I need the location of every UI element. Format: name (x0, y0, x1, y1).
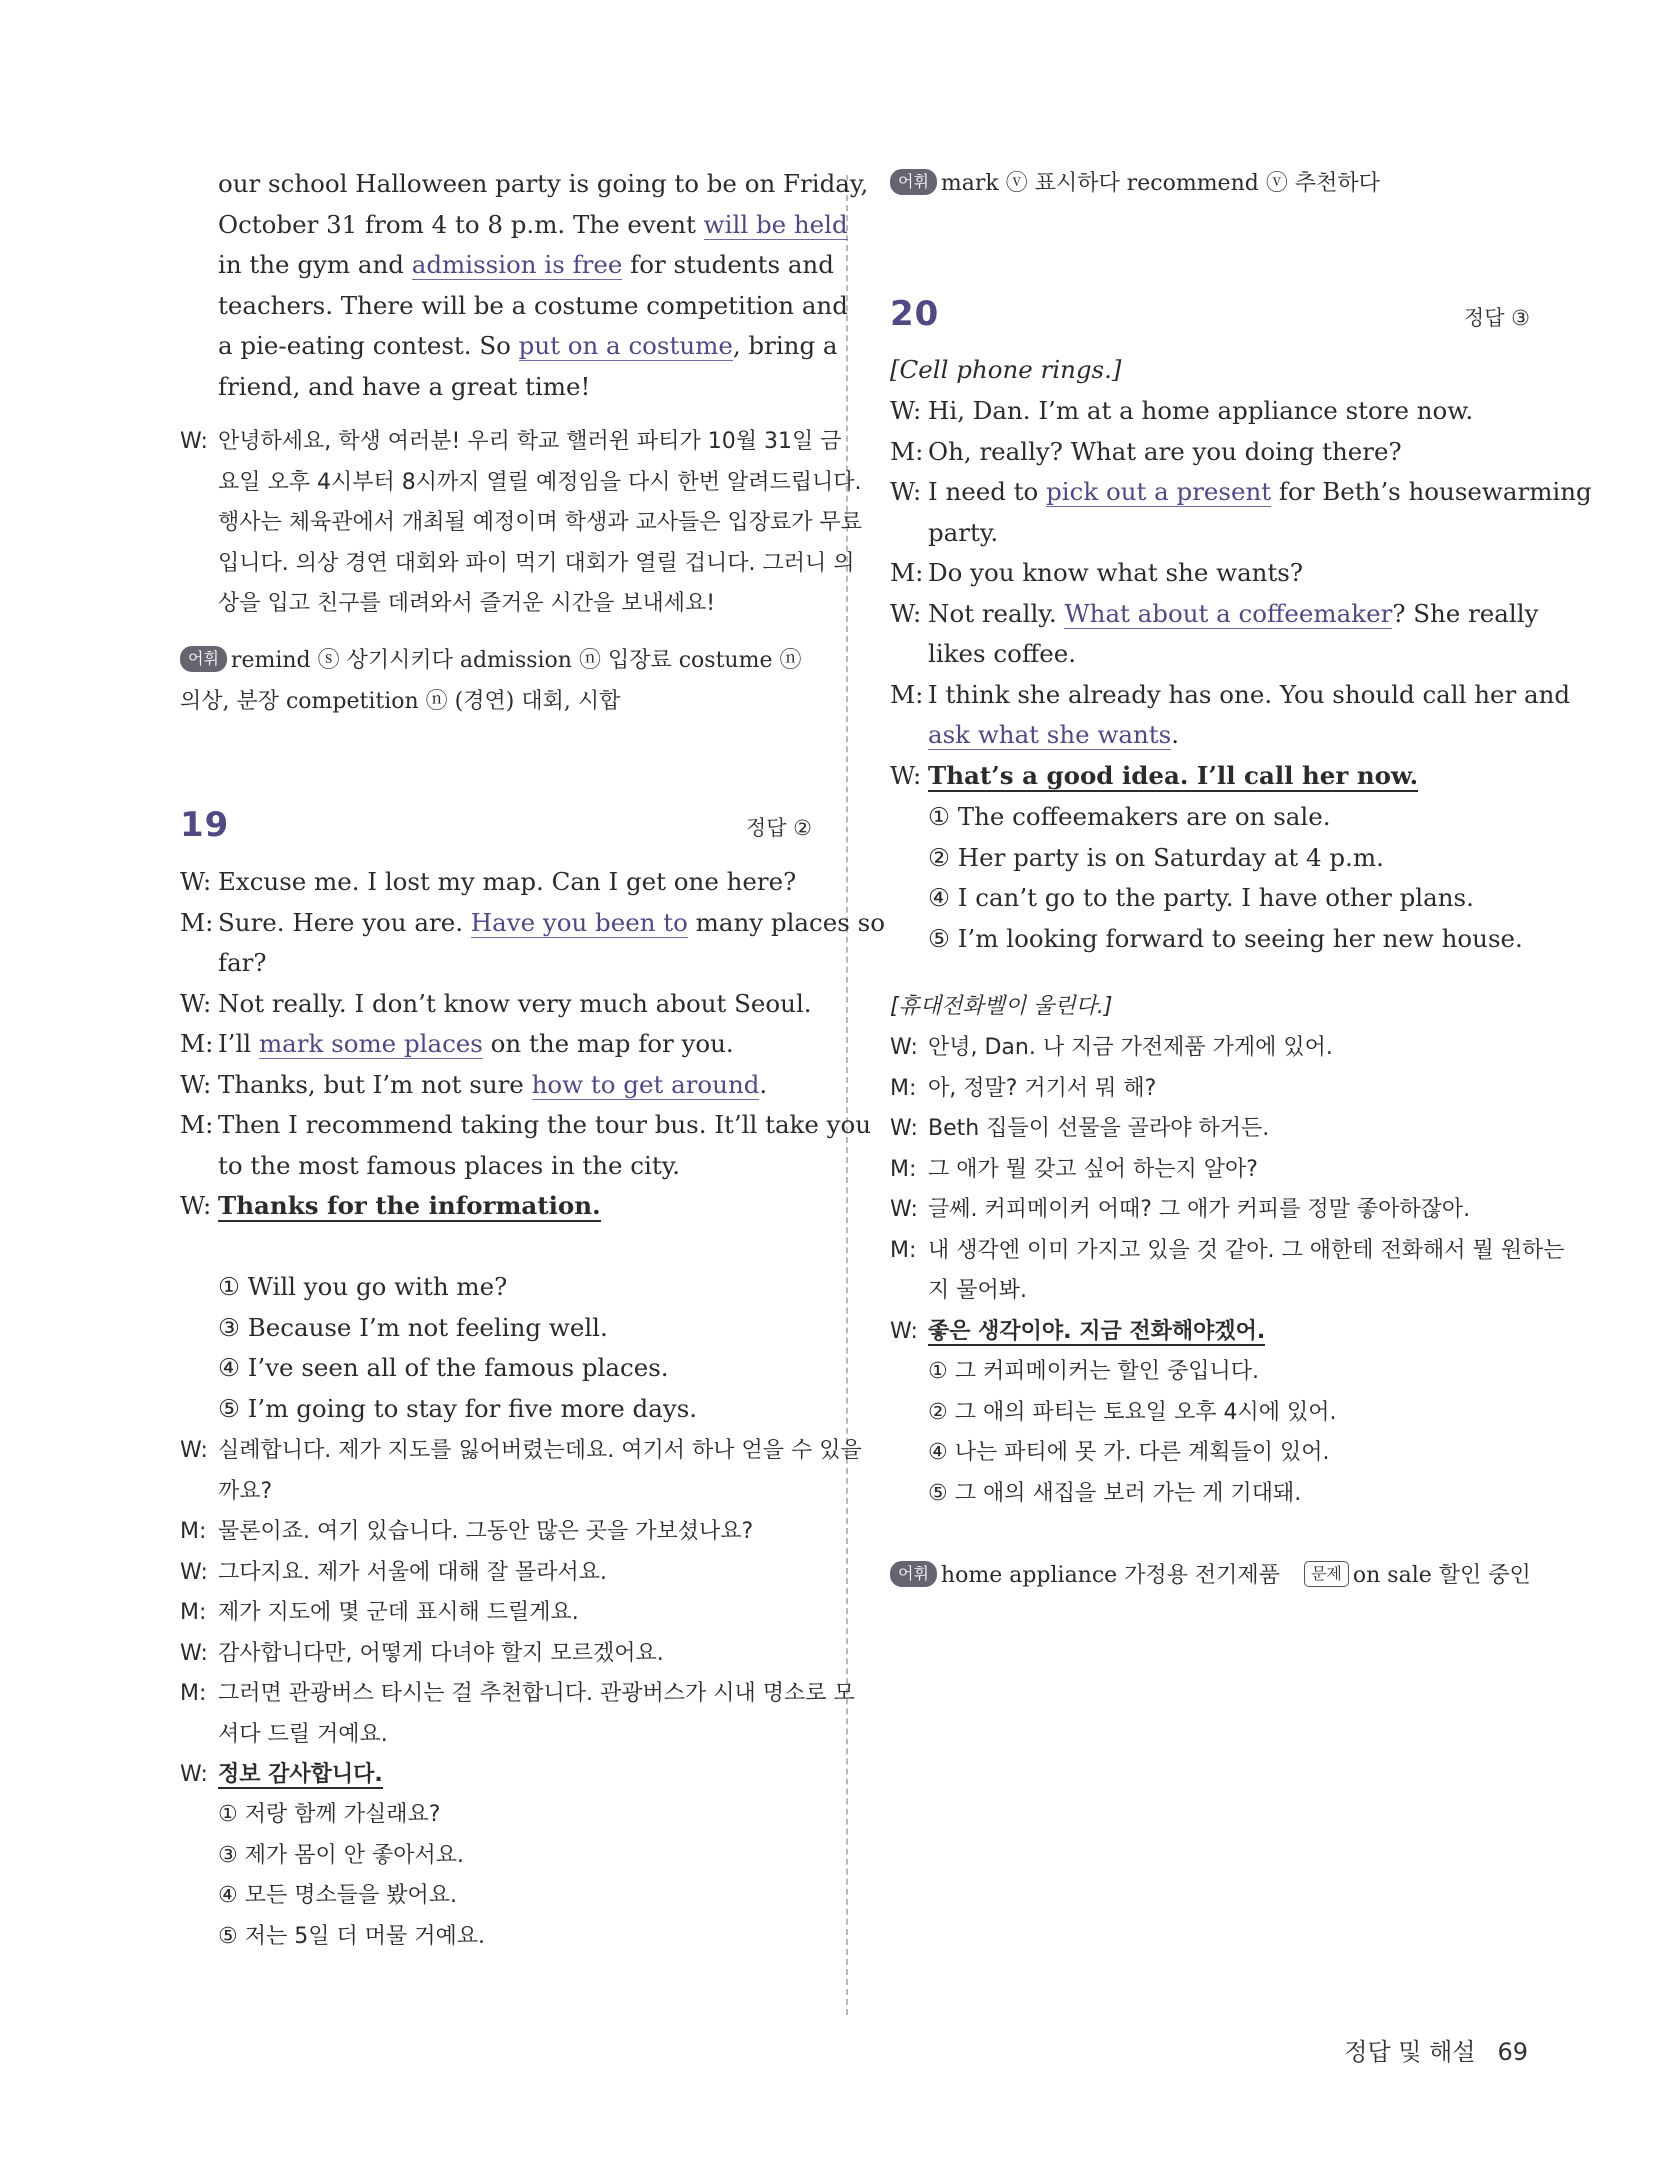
line-text (218, 1024, 812, 1064)
speaker-label: W: (890, 1035, 918, 1060)
line-text: ⑤ I’m looking forward to seeing her new house. (928, 923, 1523, 953)
ko-option-line (890, 1352, 1530, 1392)
dialogue-line (180, 1024, 812, 1064)
text-run: , bring a (732, 331, 838, 360)
line-text (928, 756, 1530, 796)
option-line (180, 1389, 812, 1429)
speaker-label: W: (890, 598, 922, 628)
line-text: ① Will you go with me? (218, 1272, 508, 1301)
ko-dialogue-line (180, 1593, 812, 1633)
line-text (218, 205, 848, 245)
ko-option-line (890, 1393, 1530, 1433)
intro-line (180, 367, 812, 407)
line-text: 셔다 드릴 거예요. (218, 1721, 388, 1747)
ko-dialogue-line (890, 1109, 1530, 1149)
dialogue-line (890, 756, 1530, 796)
intro-ko-line (180, 584, 812, 624)
dialogue-line (180, 1146, 812, 1186)
line-text (928, 391, 1530, 431)
vocab-text: on sale 할인 중인 (1352, 1563, 1531, 1588)
dialogue-line (180, 1186, 812, 1226)
dialogue-line (890, 553, 1530, 593)
text-run: far? (218, 948, 267, 977)
speaker-label: W: (180, 1069, 212, 1099)
line-text (218, 1065, 812, 1105)
line-text: 내 생각엔 이미 가지고 있을 것 같아. 그 애한테 전화해서 뭘 원하는 (928, 1237, 1565, 1263)
speaker-label: W: (180, 429, 208, 454)
line-text: 요일 오후 4시부터 8시까지 열릴 예정임을 다시 한번 알려드립니다. (218, 469, 862, 495)
answer-label: 정답 ③ (1463, 306, 1530, 330)
line-text: 감사합니다만, 어떻게 다녀야 할지 모르겠어요. (218, 1640, 664, 1666)
dialogue-line (890, 391, 1530, 431)
speaker-label: W: (180, 1191, 212, 1220)
text-run: October 31 from 4 to 8 p.m. The event (218, 209, 704, 239)
line-text: ④ 모든 명소들을 봤어요. (218, 1883, 457, 1908)
dialogue-line (890, 594, 1539, 634)
blank-phrase: ask what she wants (928, 720, 1172, 749)
line-text (218, 862, 812, 902)
text-run: Not really. I don’t know very much about Seoul. (218, 988, 812, 1018)
speaker-label: M: (890, 436, 924, 466)
problem-badge: 문제 (1304, 1561, 1349, 1587)
line-text: 그 애가 뭘 갖고 싶어 하는지 알아? (928, 1156, 1258, 1182)
blank-phrase: how to get around (531, 1069, 760, 1099)
ko-dialogue-line (180, 1755, 812, 1795)
line-text (218, 286, 848, 326)
text-run: ? She really (1392, 598, 1539, 628)
question-number: 20 (890, 294, 940, 334)
intro-ko-line (180, 544, 855, 584)
vocab-badge: 어휘 (890, 1561, 937, 1587)
speaker-label: W: (890, 1116, 918, 1141)
vocab-badge: 어휘 (180, 646, 227, 672)
ko-dialogue-line (890, 1150, 1530, 1190)
line-text: ⑤ 저는 5일 더 머물 거예요. (218, 1923, 485, 1949)
option-line (890, 878, 1530, 918)
ko-option-line (180, 1836, 812, 1876)
line-text: 안녕하세요, 학생 여러분! 우리 학교 핼러윈 파티가 10월 31일 금 (218, 429, 842, 454)
intro-ko-line (180, 503, 863, 543)
answer-phrase: 좋은 생각이야. 지금 전화해야겠어. (928, 1318, 1266, 1344)
line-text (218, 943, 812, 983)
line-text (928, 513, 1530, 553)
line-text (218, 984, 812, 1024)
speaker-label: M: (890, 1156, 917, 1182)
ko-option-line (180, 1876, 812, 1916)
text-run: . (759, 1069, 768, 1099)
text-run: Not really. (928, 598, 1065, 628)
ko-dialogue-line (890, 1028, 1530, 1068)
speaker-label: W: (180, 988, 212, 1018)
line-text: 지 물어봐. (928, 1278, 1027, 1303)
dialogue-line (180, 862, 812, 902)
answer-phrase: Thanks for the information. (218, 1191, 601, 1220)
line-text: 입니다. 의상 경연 대회와 파이 먹기 대회가 열릴 겁니다. 그러니 의 (218, 550, 855, 576)
text-run: to the most famous places in the city. (218, 1150, 681, 1180)
line-text: 그다지요. 제가 서울에 대해 잘 몰라서요. (218, 1559, 607, 1585)
ko-dialogue-line (180, 1715, 812, 1755)
speaker-label: M: (180, 1600, 207, 1625)
line-text: 그러면 관광버스 타시는 걸 추천합니다. 관광버스가 시내 명소로 모 (218, 1681, 855, 1706)
dialogue-line (890, 513, 1530, 553)
blank-phrase: Have you been to (470, 907, 688, 937)
text-run: Excuse me. I lost my map. Can I get one here? (218, 867, 797, 896)
line-text (218, 903, 885, 943)
speaker-label: M: (890, 1075, 917, 1101)
line-text: 행사는 체육관에서 개최될 예정이며 학생과 교사들은 입장료가 무료 (218, 510, 863, 535)
speaker-label: W: (890, 477, 922, 506)
line-text (218, 1186, 812, 1226)
line-text: 물론이죠. 여기 있습니다. 그동안 많은 곳을 가보셨나요? (218, 1519, 754, 1544)
speaker-label: M: (890, 558, 924, 587)
blank-phrase: admission is free (411, 250, 623, 279)
option-line (890, 797, 1530, 837)
speaker-label: M: (890, 679, 924, 709)
dialogue-line (890, 472, 1592, 512)
line-text: 아, 정말? 거기서 뭐 해? (928, 1075, 1157, 1101)
speaker-label: M: (180, 1681, 207, 1706)
vocab-text: remind ⓢ 상기시키다 admission ⓝ 입장료 costume ⓝ (230, 648, 802, 673)
text-run: Hi, Dan. I’m at a home appliance store now. (928, 396, 1474, 425)
intro-ko-line (180, 463, 862, 503)
ko-dialogue-line (890, 1069, 1530, 1109)
question-number: 19 (180, 805, 230, 845)
line-text (928, 553, 1530, 593)
page-number: 69 (1497, 2038, 1528, 2066)
line-text (928, 432, 1530, 472)
speaker-label: M: (180, 1110, 214, 1139)
dialogue-line (890, 715, 1530, 755)
vocab-line (890, 164, 1530, 204)
line-text: ④ I’ve seen all of the famous places. (218, 1353, 669, 1382)
intro-line (180, 326, 838, 366)
line-text (218, 1146, 812, 1186)
ko-dialogue-line (180, 1431, 862, 1471)
ko-dialogue-line (180, 1674, 855, 1714)
text-run: Oh, really? What are you doing there? (928, 436, 1402, 466)
speaker-label: W: (890, 760, 922, 790)
text-run: friend, and have a great time! (218, 371, 591, 401)
footer-section: 정답 및 해설 (1344, 2038, 1476, 2066)
blank-phrase: will be held (703, 209, 848, 239)
line-text (218, 326, 838, 366)
ko-option-line (180, 1795, 812, 1835)
line-text: 상을 입고 친구를 데려와서 즐거운 시간을 보내세요! (218, 591, 716, 616)
ko-option-line (890, 1474, 1530, 1514)
line-text: 까요? (218, 1478, 273, 1504)
speaker-label: W: (890, 396, 922, 425)
answer-label: 정답 ② (745, 816, 812, 840)
text-run: I think she already has one. You should call her and (928, 679, 1571, 709)
line-text: 실례합니다. 제가 지도를 잃어버렸는데요. 여기서 하나 얻을 수 있을 (218, 1438, 862, 1463)
dialogue-line (180, 943, 812, 983)
speaker-label: M: (890, 1237, 917, 1263)
ko-dialogue-line (890, 1312, 1530, 1352)
text-run: many places so (687, 907, 885, 937)
answer-phrase: 정보 감사합니다. (218, 1762, 383, 1787)
line-text: ③ 제가 몸이 안 좋아서요. (218, 1842, 464, 1868)
text-run: for Beth’s housewarming (1271, 477, 1592, 506)
option-line (890, 919, 1530, 959)
speaker-label: M: (180, 1519, 207, 1544)
text-run: our school Halloween party is going to be on Friday, (218, 169, 869, 198)
text-run: I need to (928, 477, 1047, 506)
line-text (928, 675, 1571, 715)
text-run: in the gym and (218, 250, 412, 279)
line-text (218, 1755, 812, 1795)
intro-line (180, 205, 848, 245)
line-text (928, 715, 1530, 755)
speaker-label: M: (180, 1029, 214, 1058)
option-line (890, 838, 1530, 878)
ko-dialogue-line (890, 1271, 1530, 1311)
line-text: ③ Because I’m not feeling well. (218, 1312, 608, 1342)
vocab-text: 의상, 분장 competition ⓝ (경연) 대회, 시합 (180, 689, 621, 714)
vocab-text: home appliance 가정용 전기제품 (940, 1563, 1280, 1588)
line-text: 안녕, Dan. 나 지금 가전제품 가게에 있어. (928, 1035, 1333, 1060)
line-text: ② Her party is on Saturday at 4 p.m. (928, 842, 1384, 872)
line-text: ⑤ I’m going to stay for five more days. (218, 1393, 698, 1423)
ko-dialogue-line (180, 1512, 812, 1552)
line-text: ① 저랑 함께 가실래요? (218, 1802, 441, 1827)
text-run: . (1171, 720, 1180, 749)
blank-phrase: put on a costume (518, 331, 733, 360)
ko-dialogue-line (180, 1553, 812, 1593)
dialogue-line (180, 1065, 812, 1105)
column-divider (846, 175, 848, 2015)
intro-line (180, 286, 848, 326)
intro-ko-line (180, 422, 842, 462)
blank-phrase: pick out a present (1046, 477, 1272, 506)
line-text (218, 367, 812, 407)
line-text: ⑤ 그 애의 새집을 보러 가는 게 기대돼. (928, 1480, 1302, 1506)
vocab-line (890, 1556, 1530, 1596)
line-text: ① 그 커피메이커는 할인 중입니다. (928, 1359, 1259, 1384)
line-text: ④ I can’t go to the party. I have other plans. (928, 883, 1474, 912)
ko-option-line (890, 1433, 1530, 1473)
text-run: likes coffee. (928, 639, 1077, 668)
intro-line (180, 245, 834, 285)
speaker-label: M: (180, 907, 214, 937)
ko-dialogue-line (180, 1634, 812, 1674)
speaker-label: W: (180, 867, 212, 896)
line-text (928, 472, 1592, 512)
speaker-label: W: (180, 1640, 208, 1666)
line-text: ① The coffeemakers are on sale. (928, 802, 1331, 831)
blank-phrase: mark some places (258, 1029, 483, 1058)
option-line (180, 1267, 812, 1307)
text-run: Sure. Here you are. (218, 907, 471, 937)
dialogue-line (890, 432, 1530, 472)
option-line (180, 1348, 812, 1388)
dialogue-line (890, 634, 1530, 674)
stage-direction: [Cell phone rings.] (890, 355, 1122, 384)
line-text (218, 245, 834, 285)
line-text: 제가 지도에 몇 군데 표시해 드릴게요. (218, 1600, 579, 1625)
stage-direction-ko: [휴대전화벨이 울린다.] (890, 994, 1113, 1019)
line-text: ② 그 애의 파티는 토요일 오후 4시에 있어. (928, 1399, 1337, 1425)
dialogue-line (180, 903, 885, 943)
line-text (218, 1105, 872, 1145)
line-text: 글쎄. 커피메이커 어때? 그 애가 커피를 정말 좋아하잖아. (928, 1197, 1471, 1222)
text-run: Then I recommend taking the tour bus. It’ll take you (218, 1110, 872, 1139)
text-run: I’ll (218, 1029, 259, 1058)
text-run: a pie-eating contest. So (218, 331, 519, 360)
ko-dialogue-line (890, 1231, 1565, 1271)
ko-dialogue-line (890, 1190, 1530, 1230)
speaker-label: W: (890, 1197, 918, 1222)
speaker-label: W: (180, 1559, 208, 1585)
vocab-line (180, 641, 812, 681)
text-run: for students and (622, 250, 834, 279)
line-text (928, 1312, 1530, 1352)
vocab-line (180, 682, 812, 722)
line-text: Beth 집들이 선물을 골라야 하거든. (928, 1116, 1270, 1141)
text-run: Do you know what she wants? (928, 558, 1304, 587)
answer-phrase: That’s a good idea. I’ll call her now. (928, 760, 1419, 790)
line-text: ④ 나는 파티에 못 가. 다른 계획들이 있어. (928, 1440, 1330, 1465)
ko-dialogue-line (180, 1472, 812, 1512)
vocab-text: mark ⓥ 표시하다 recommend ⓥ 추천하다 (940, 171, 1380, 196)
speaker-label: W: (180, 1438, 208, 1463)
speaker-label: W: (890, 1318, 918, 1344)
line-text (928, 634, 1530, 674)
option-line (180, 1308, 812, 1348)
ko-option-line (180, 1917, 812, 1957)
dialogue-line (180, 1105, 872, 1145)
dialogue-line (890, 675, 1571, 715)
speaker-label: W: (180, 1762, 208, 1787)
intro-line (180, 164, 869, 204)
text-run: on the map for you. (482, 1029, 734, 1058)
blank-phrase: What about a coffeemaker (1064, 598, 1393, 628)
line-text (218, 164, 869, 204)
line-text (928, 594, 1539, 634)
dialogue-line (180, 984, 812, 1024)
text-run: Thanks, but I’m not sure (218, 1069, 532, 1099)
page-footer (1344, 2032, 1528, 2067)
text-run: party. (928, 517, 999, 547)
vocab-badge: 어휘 (890, 169, 937, 195)
text-run: teachers. There will be a costume competition and (218, 290, 848, 320)
